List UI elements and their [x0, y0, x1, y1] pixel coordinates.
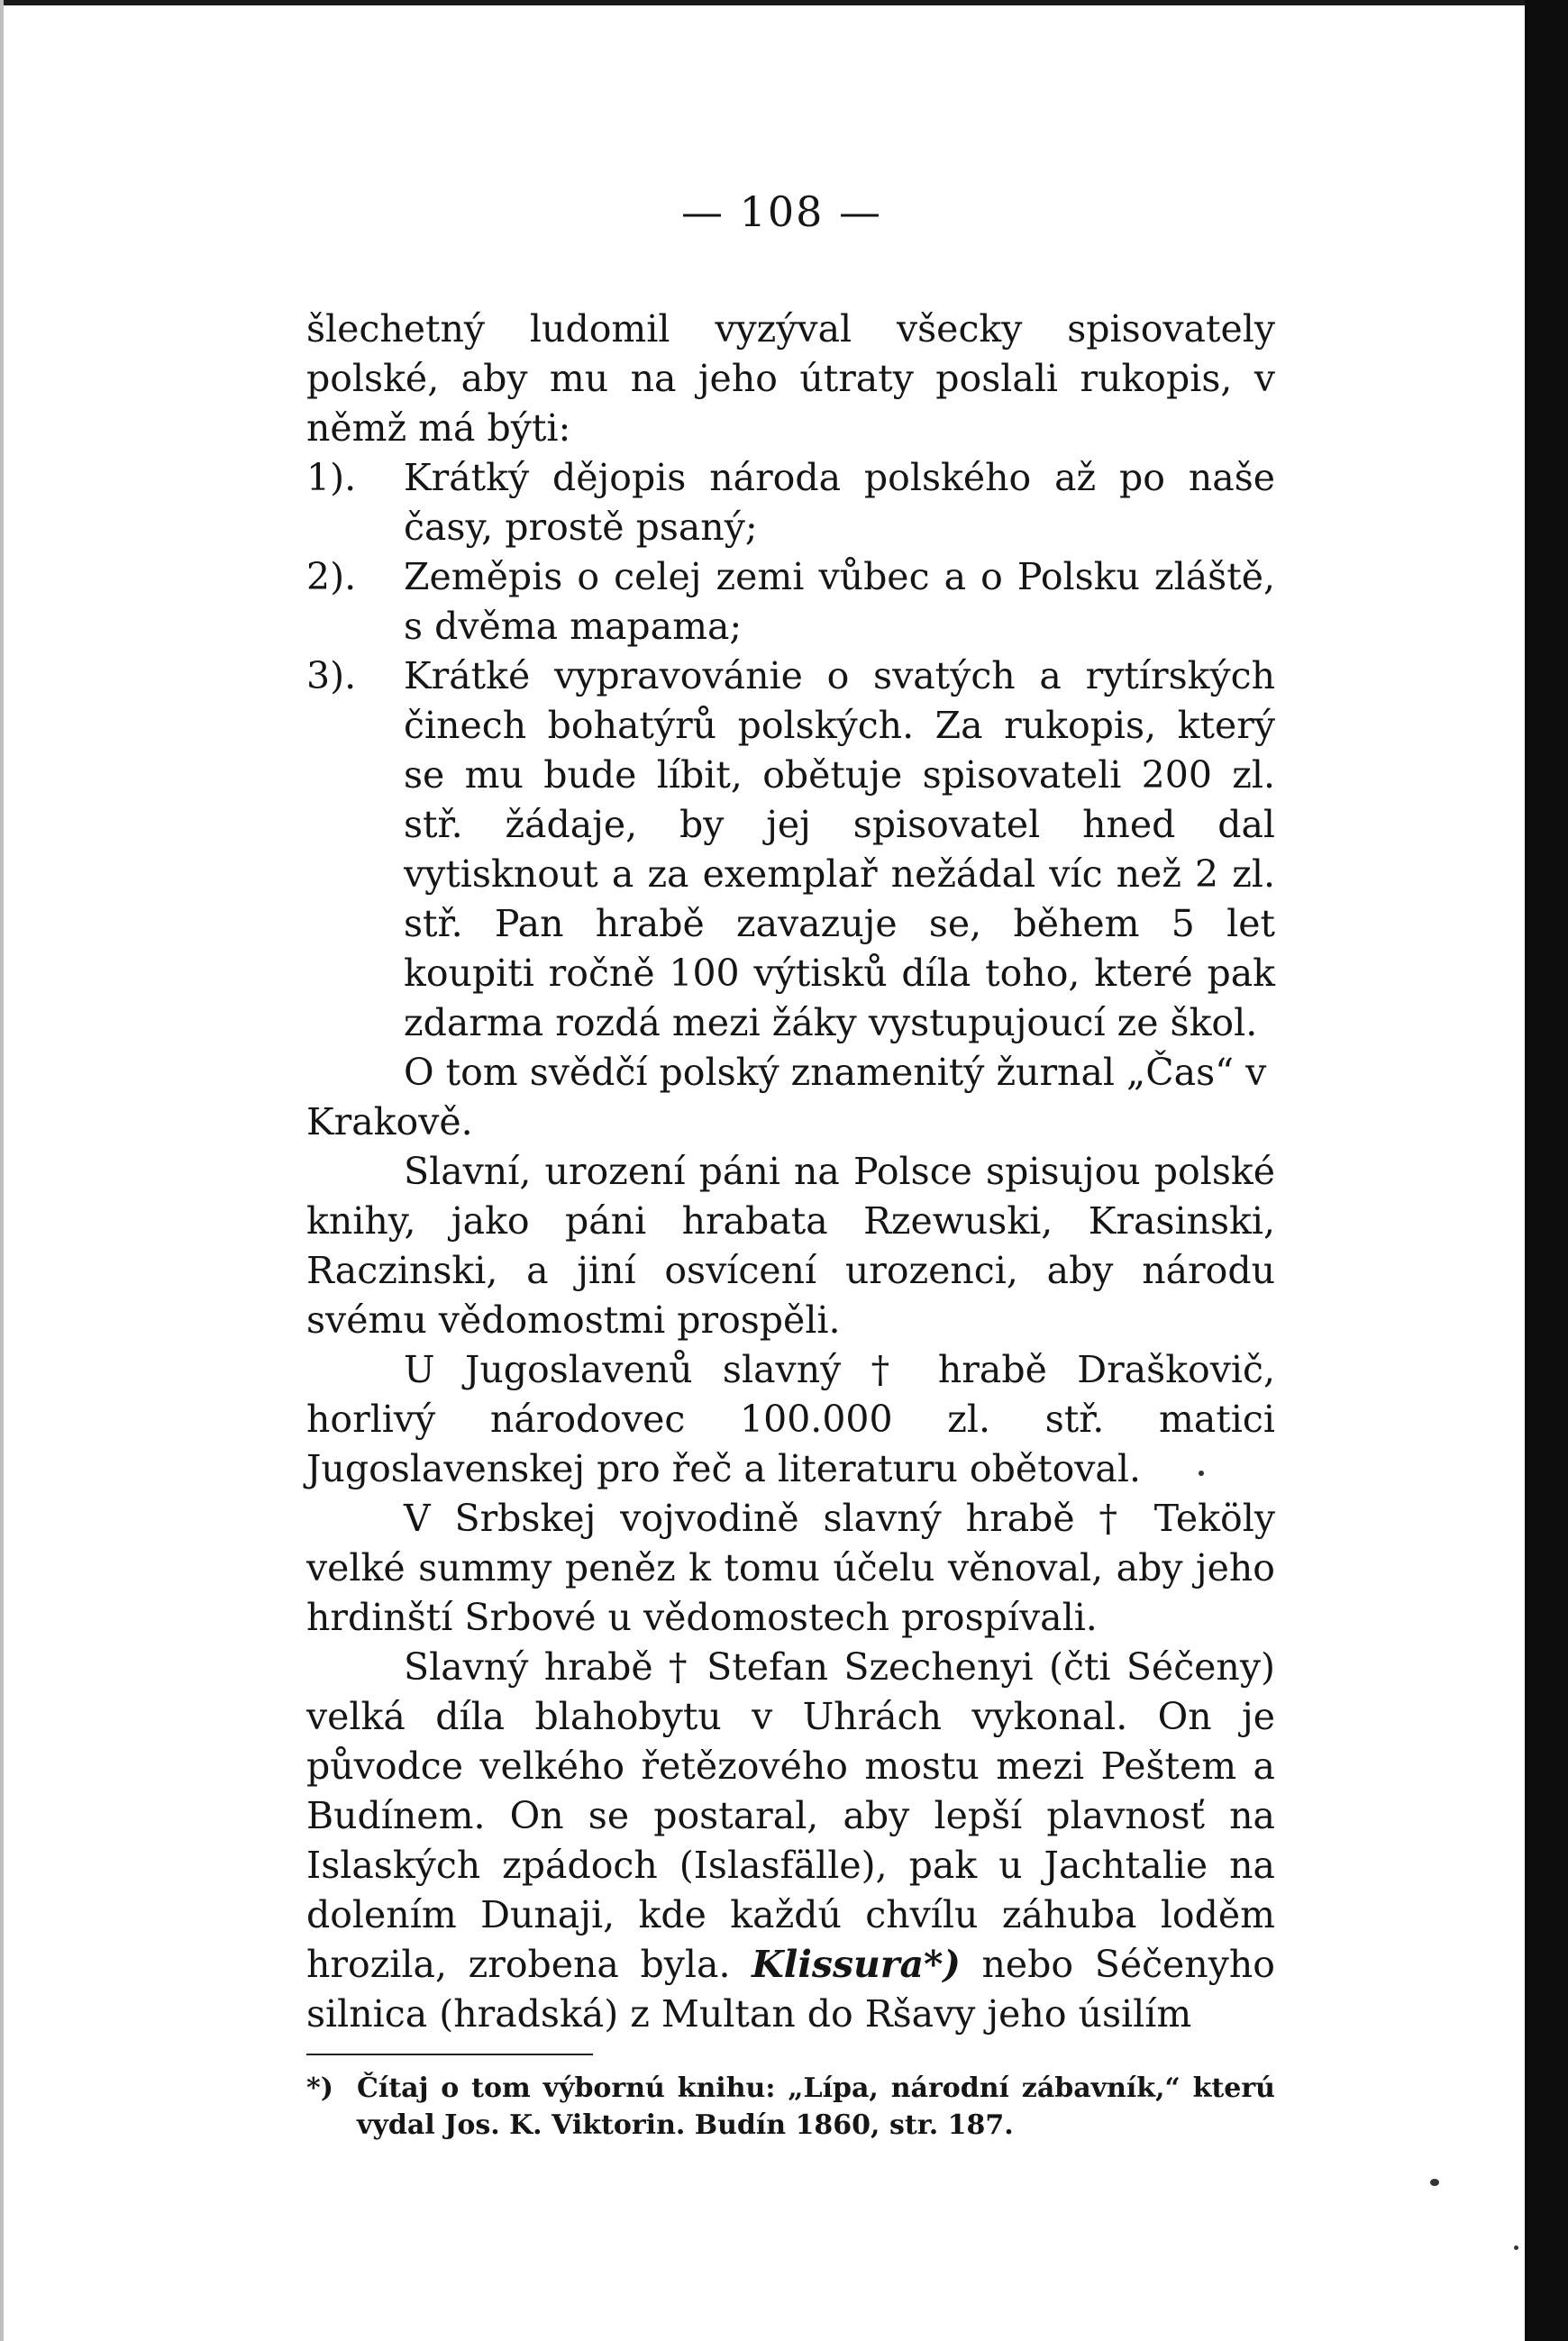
paragraph: U Jugoslavenů slavný † hrabě Draškovič, horlivý národovec 100.000 zl. stř. matici Jugoslavenskej pro řeč a literaturu obětoval. — [306, 1348, 1275, 1490]
paragraph-text: Slavný hrabě † Stefan Szechenyi (čti Séčeny) velká díla blahobytu v Uhrách vykonal. On je původce velkého řetězového mostu mezi Peštem a Budínem. On se postaral, aby lepší plavnosť na Islaských zpádoch (Islasfälle), pak u Jachtalie na dolením Dunaji, kde každú chvílu záhuba loděm hrozila, zrobena byla. — [306, 1645, 1275, 1986]
list-item-text: Krátký dějopis národa polského až po naše časy, prostě psaný; — [404, 456, 1275, 549]
scan-speck — [1430, 2179, 1439, 2186]
intro-line: šlechetný ludomil vyzýval všecky spisovately polské, aby mu na jeho útraty poslali rukopis, v němž má býti: — [306, 307, 1275, 450]
list-item-text — [404, 651, 1275, 1048]
footnote-text: Čítaj o tom výbornú knihu: „Lípa, národní zábavník,“ kterú vydal Jos. K. Viktorin. Budín 1860, str. 187. — [357, 2072, 1275, 2141]
italic-term: Klissura*) — [752, 1943, 961, 1986]
scan-edge-left — [0, 0, 4, 2341]
list-item-number: 1). — [306, 456, 357, 499]
footnote-mark: *) — [306, 2072, 333, 2104]
list-item-text: Zeměpis o celej zemi vůbec a o Polsku zláště, s dvěma mapama; — [404, 555, 1275, 648]
list-item — [306, 453, 1275, 552]
paragraph: Slavní, urození páni na Polsce spisujou polské knihy, jako páni hrabata Rzewuski, Krasinski, Raczinski, a jiní osvícení urozenci, aby národu svému vědomostmi prospěli. — [306, 1150, 1275, 1342]
paragraph-text: nebo Séčenyho silnica (hradská) z Multan do Ršavy jeho úsilím — [306, 1943, 1275, 2036]
source-note — [306, 1048, 1275, 1098]
page-number: — 108 — — [680, 187, 883, 236]
scan-speck — [1514, 2245, 1518, 2250]
footnote — [306, 2070, 1275, 2144]
list-item — [306, 552, 1275, 651]
continuation-text: Za rukopis, který se mu bude líbit, obětuje spisovateli 200 zl. stř. žádaje, by jej spisovatel hned dal vytisknout a za exemplař nežádal víc než 2 zl. stř. Pan hrabě zavazuje se, během 5 let koupiti ročně 100 výtisků díla toho, které pak zdarma rozdá mezi žáky vystupujoucí ze škol. — [404, 704, 1275, 1044]
list-item — [306, 651, 1275, 1048]
source-note-start: O tom svědčí polský znamenitý žurnal „Čas“ v — [404, 1051, 1267, 1094]
scan-edge-right — [1525, 0, 1568, 2341]
source-note-end: Krakově. — [306, 1100, 473, 1143]
list-item-number: 2). — [306, 555, 357, 598]
footnote-rule — [306, 2054, 593, 2055]
list-item-number: 3). — [306, 654, 357, 697]
list-item-text-part: Krátké vypravovánie o svatých a rytírských činech bohatýrů polských. — [404, 654, 1275, 747]
paragraph: V Srbskej vojvodině slavný hrabě † Teköly velké summy peněz k tomu účelu věnoval, aby jeho hrdinští Srbové u vědomostech prospívali. — [306, 1497, 1275, 1639]
page-body — [306, 180, 1275, 2144]
paragraph-szechenyi — [306, 1643, 1275, 2039]
scan-edge-top — [0, 0, 1568, 5]
